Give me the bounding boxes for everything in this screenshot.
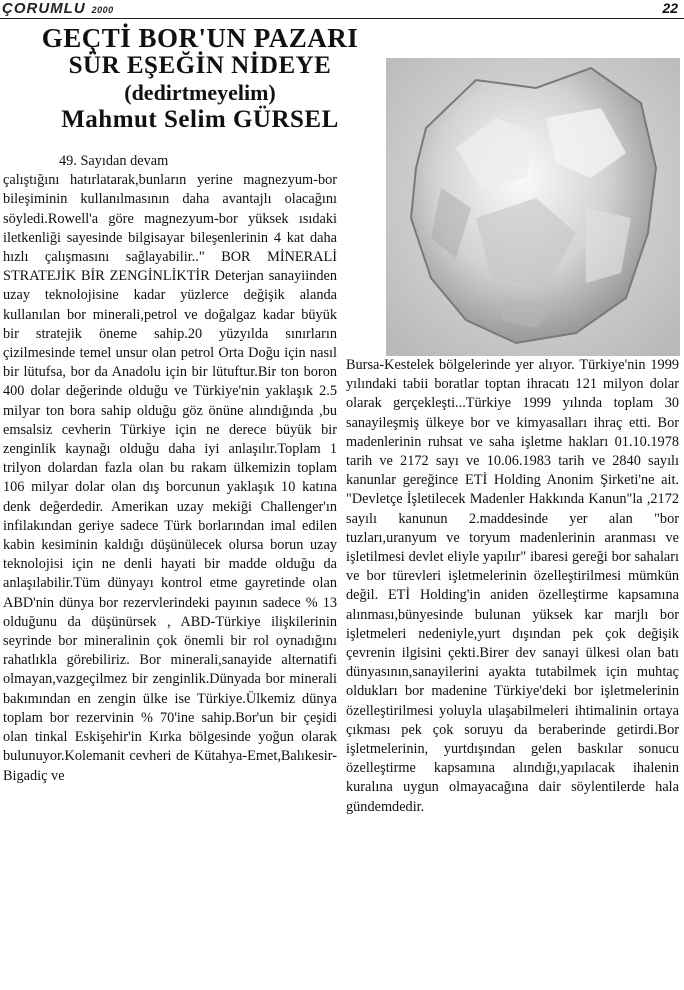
header-rule (0, 18, 684, 19)
article-title (10, 24, 390, 133)
masthead-title: ÇORUMLU (2, 0, 86, 17)
mineral-photo-image (386, 58, 680, 356)
column-1-text: çalıştığını hatırlatarak,bunların yerine magnezyum-bor bileşiminin kullanılmasının daha avantajlı olacağını söyledi.Rowell'a göre magnezyum-bor yüksek ısıdaki iletkenliği sayesinde bilgisayar bileşenlerinin 4 kat daha hızlı çalışmasını sağlayabilir.." BOR MİNERALİ STRATEJİK BİR ZENGİNLİKTİR Deterjan sanayiinden uzay teknolojisine kadar yüzlerce değişik alanda kullanılan bor minerali,petrol ve doğalgaz kadar büyük bir stratejik öneme sahip.20 yüzyılda sınırların çizilmesinde temel unsur olan petrol Orta Doğu için nasıl bir lütufsa, bor da Anadolu için bir lütuftur.Bir ton boron 400 dolar değerinde olduğu ve Türkiye'nin yaklaşık 2.5 milyar ton bora sahip olduğu göz önüne alındığında ,bu emsalsiz cevherin Türkiye için ne derece büyük bir zenginlik kaynağı olduğu daha iyi anlaşılır.Toplam 1 trilyon dolardan fazla olan bu rakam ülkemizin toplam 106 milyar dolar olan dış borcunun yaklaşık 10 katına denk değerdedir. Amerikan uzay mekiği Challenger'ın infilakından geriye sadece Türk borlarından imal edilen kabin kesiminin kaldığı düşünülecek olursa borun uzay teknolojisi için ne denli hayati bir madde olduğu da anlaşılabilir.Tüm dünyayı kontrol etme gayretinde olan ABD'nin dünya bor rezervlerindeki payının sadece % 13 olduğunu da düşünürsek , ABD-Türkiye ilişkilerinin seyrinde bor mineralinin çok önemli bir rol oynadığını rahatlıkla görebiliriz. Bor minerali,sanayide alternatifi olmayan,vazgeçilmez bir zenginlik.Dünyada bor minerali bakımından en zengin ülke ise Türkiye.Ülkemiz dünya toplam bor rezervinin % 70'ine sahip.Bor'un bir çeşidi olan tinkal Eskişehir'in Kırka bölgesinde yoğun olarak bulunuyor.Kolemanit cevheri de Kütahya-Emet,Balıkesir-Bigadiç ve (3, 172, 337, 784)
article-column-2 (346, 356, 679, 817)
article-column-1 (3, 152, 337, 786)
title-line-1: GEÇTİ BOR'UN PAZARI (41, 23, 359, 53)
column-2-text: Bursa-Kestelek bölgelerinde yer alıyor. Türkiye'nin 1999 yılındaki tabii boratlar toptan ihracatı 121 milyon dolar olarak gerçekleşti...Türkiye 1999 yılında toplam 30 sanayileşmiş ülkeye bor ve kimyasalları ihraç etti. Bor madenlerinin ruhsat ve saha işletme hakları 01.10.1978 tarih ve 2172 sayı ve 10.06.1983 tarih ve 2840 sayılı kanunlar gereğince ETİ Holding Anonim Şirketi'ne ait. "Devletçe İşletilecek Madenler Hakkında Kanun"la ,2172 sayılı kanunun 2.maddesinde yer alan "bor tuzları,uranyum ve toryum madenlerinin aranması ve işletilmesi devlet eliyle yapılır" ibaresi gereği bor sahaları ve bor türevleri işletmelerinin özelleştirilmesi mümkün değil. ETİ Holding'in aniden özelleştirme kapsamına alınması,bünyesinde bulunan yüksek kar marjlı bor işletmeleri nedeniyle,yurt dışından pek çok değişik çevrenin ilgisini çekti.Birer dev sanayi ülkesi olan batı dünyasının,sanayilerini ayakta tutabilmek için muhtaç oldukları bor madenine Türkiye'deki bor işletmelerinin özelleştirilmesi yoluyla ulaşabilmeleri ihtimalinin ortaya çıkması pek çok soruyu da beraberinde getirdi.Bor işletmelerinin, yurtdışından gelen baskılar sonucu özelleştirme kapsamına alındığı,yapılacak ihalenin kuralına uygun olmayacağına dair söylentilerde hala gündemdedir. (346, 357, 679, 815)
title-line-3: (dedirtmeyelim) (124, 80, 276, 105)
title-line-2: SÜR EŞEĞİN NİDEYE (68, 52, 332, 79)
author-byline: Mahmut Selim GÜRSEL (61, 106, 339, 133)
mineral-photo (386, 58, 680, 356)
continuation-note: 49. Sayıdan devam (59, 153, 169, 169)
page-number: 22 (662, 0, 678, 16)
page-header (0, 0, 684, 20)
masthead (2, 0, 114, 17)
masthead-year: 2000 (91, 5, 114, 15)
